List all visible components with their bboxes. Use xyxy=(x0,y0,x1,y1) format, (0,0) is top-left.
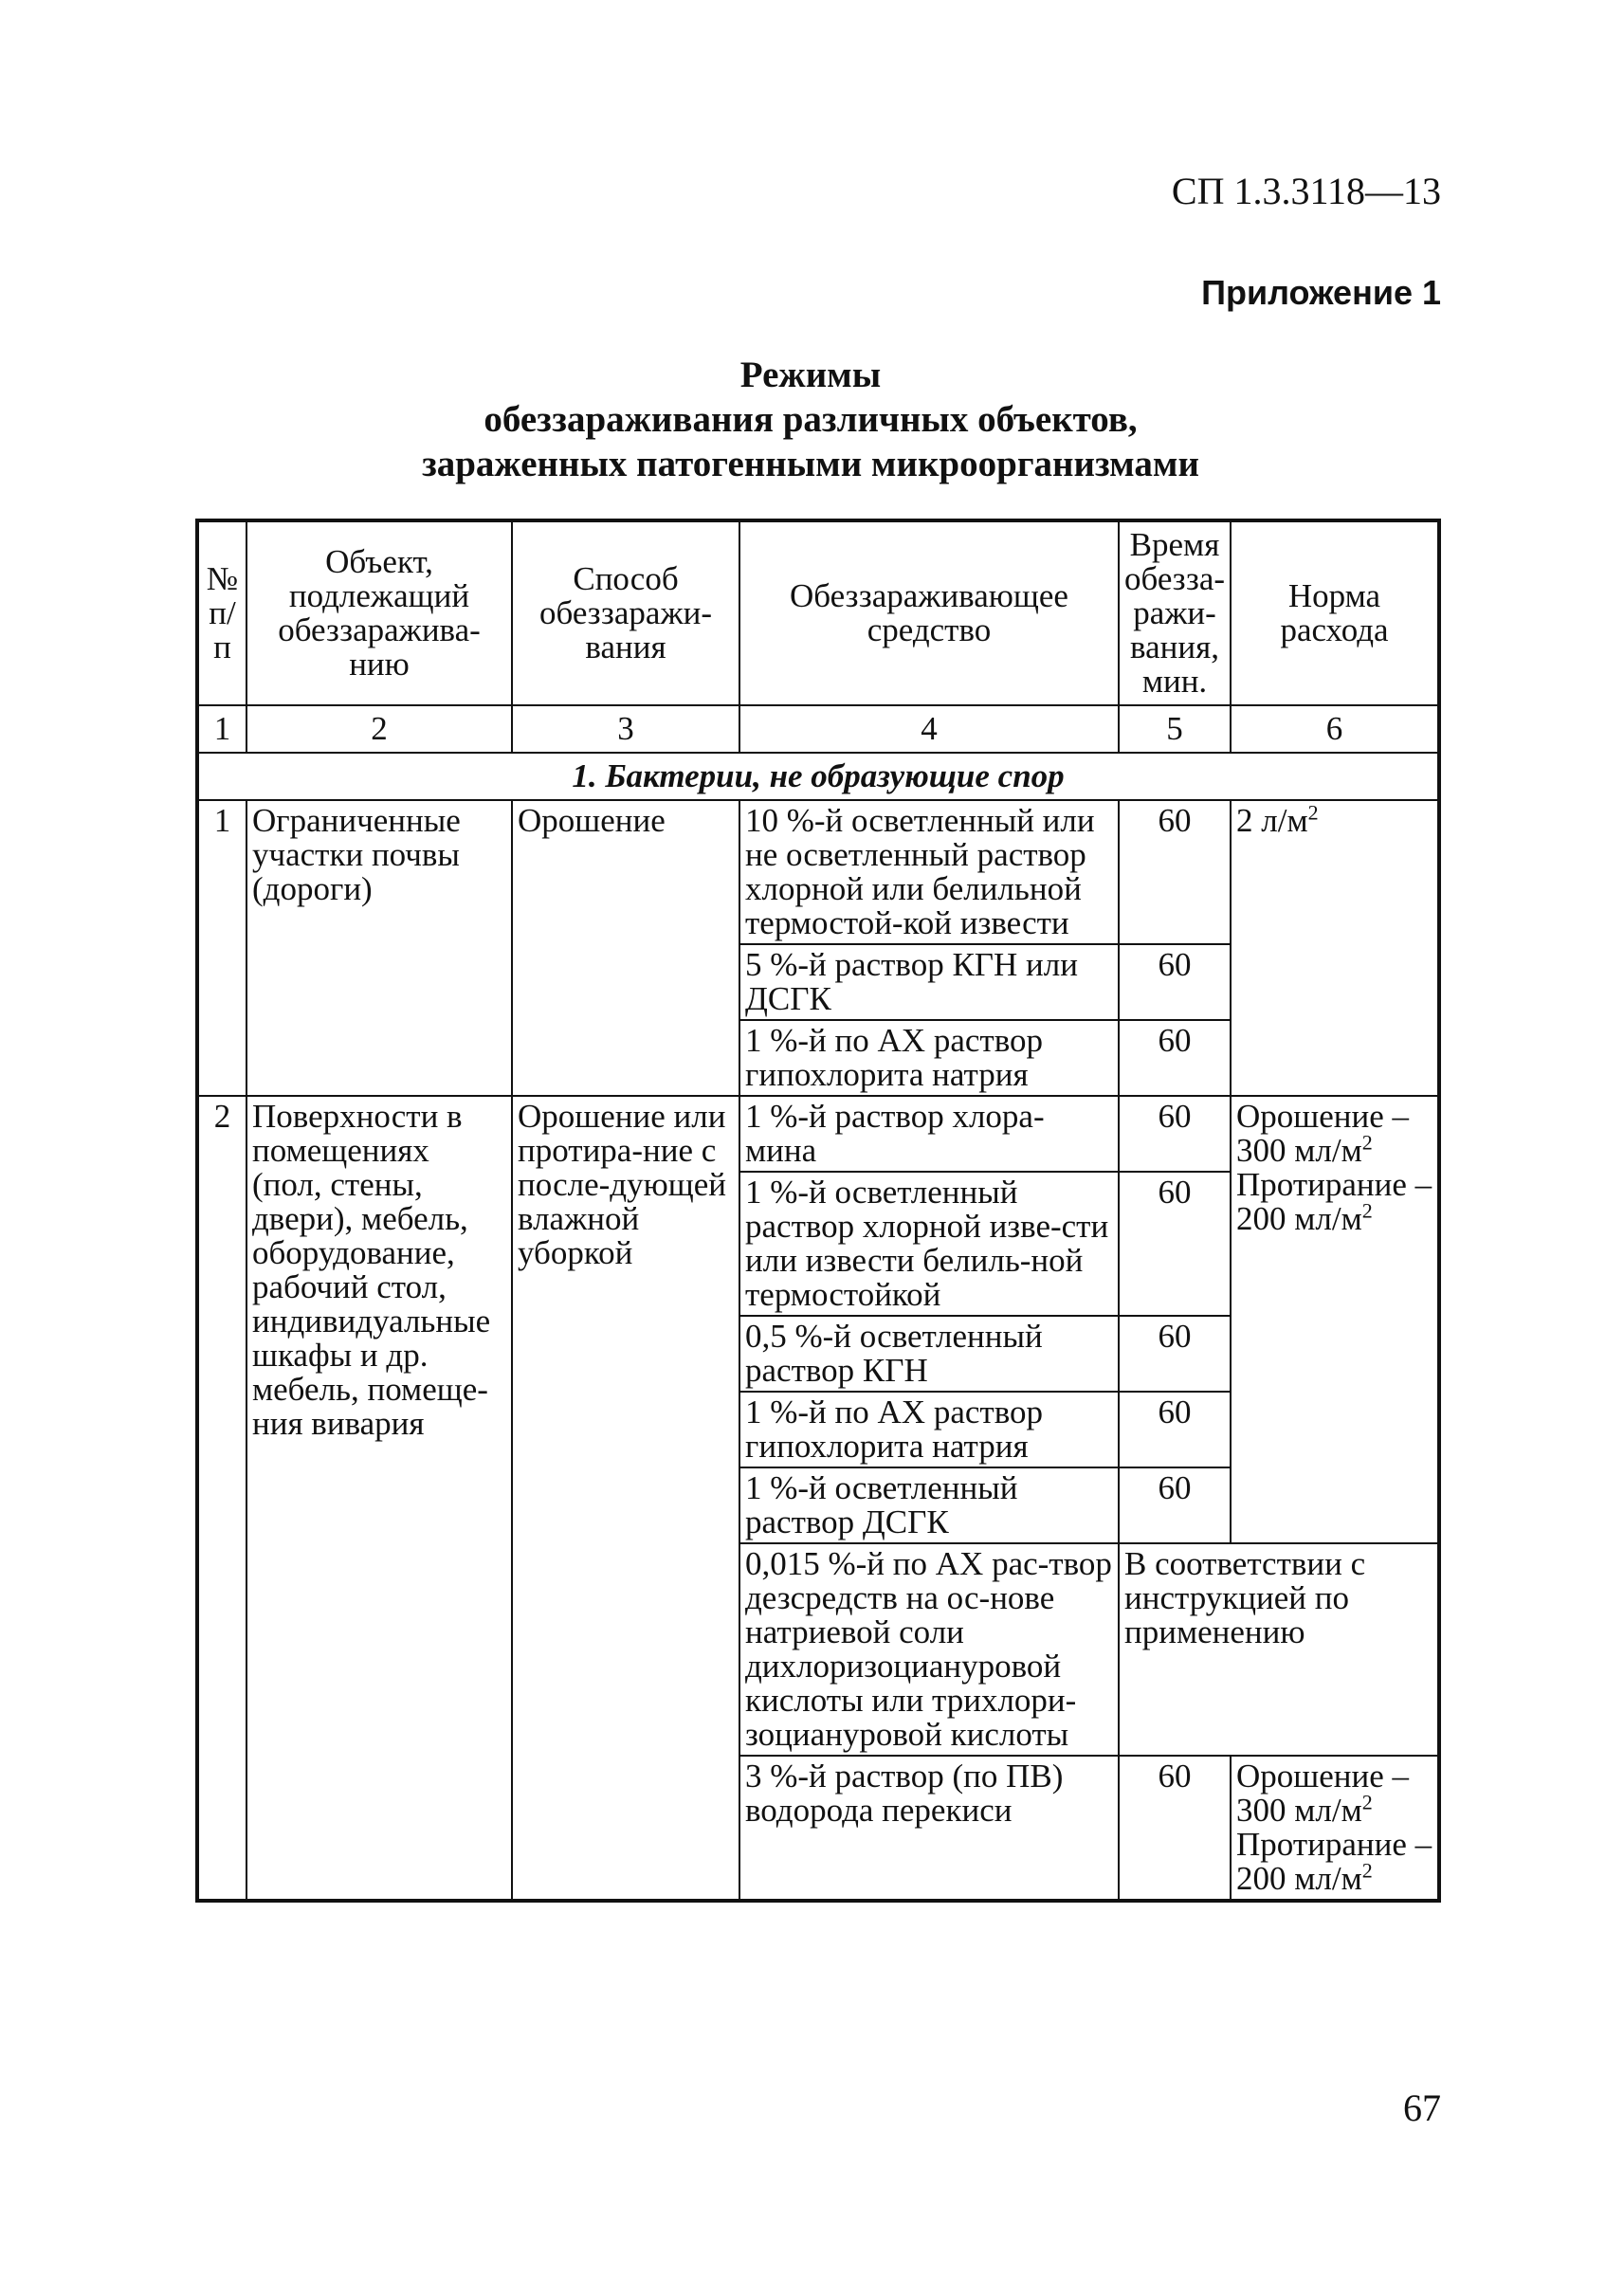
table-row xyxy=(197,1096,1439,1172)
agent-cell: 1 %-й по АХ раствор гипохлорита натрия xyxy=(739,1020,1119,1096)
rate-superscript: 2 xyxy=(1307,800,1319,825)
header-number: № п/п xyxy=(197,520,246,705)
time-cell: 60 xyxy=(1119,944,1231,1020)
agent-cell: 1 %-й осветленный раствор хлорной изве-сти или извести белиль-ной термостойкой xyxy=(739,1172,1119,1316)
rate-cell xyxy=(1231,1756,1439,1901)
title-line-2: обеззараживания различных объектов, xyxy=(484,399,1138,440)
rate-text: 2 л/м xyxy=(1236,802,1308,839)
column-number: 2 xyxy=(246,705,512,753)
agent-cell: 10 %-й осветленный или не осветленный раствор хлорной или белильной термостой-кой извести xyxy=(739,800,1119,944)
rate-text: Орошение – 300 мл/м xyxy=(1236,1758,1410,1829)
row-number: 2 xyxy=(197,1096,246,1901)
section-heading-row xyxy=(197,753,1439,800)
disinfection-regimes-table xyxy=(195,519,1441,1903)
time-cell: 60 xyxy=(1119,1467,1231,1543)
page-number: 67 xyxy=(1403,2086,1441,2129)
rate-text: Протирание – 200 мл/м xyxy=(1236,1826,1432,1897)
header-agent: Обеззараживающее средство xyxy=(739,520,1119,705)
method-cell: Орошение xyxy=(512,800,739,1096)
column-number: 6 xyxy=(1231,705,1439,753)
rate-text: Орошение – 300 мл/м xyxy=(1236,1098,1410,1169)
time-cell: 60 xyxy=(1119,1096,1231,1172)
row-number: 1 xyxy=(197,800,246,1096)
section-heading: 1. Бактерии, не образующие спор xyxy=(197,753,1439,800)
header-object: Объект, подлежащий обеззаражива-нию xyxy=(246,520,512,705)
table-header-row xyxy=(197,520,1439,705)
agent-cell: 1 %-й раствор хлора-мина xyxy=(739,1096,1119,1172)
agent-cell: 1 %-й по АХ раствор гипохлорита натрия xyxy=(739,1392,1119,1467)
agent-cell: 0,015 %-й по АХ рас-твор дезсредств на ос-нове натриевой соли дихлоризоциануровой кислоты или трихлори-зоциануровой кислоты xyxy=(739,1543,1119,1756)
table-title xyxy=(190,353,1432,486)
title-line-1: Режимы xyxy=(739,355,882,395)
column-number-row xyxy=(197,705,1439,753)
column-number: 4 xyxy=(739,705,1119,753)
rate-superscript: 2 xyxy=(1361,1130,1373,1155)
column-number: 3 xyxy=(512,705,739,753)
agent-cell: 5 %-й раствор КГН или ДСГК xyxy=(739,944,1119,1020)
agent-cell: 3 %-й раствор (по ПВ) водорода перекиси xyxy=(739,1756,1119,1901)
header-time: Время обезза-ражи-вания, мин. xyxy=(1119,520,1231,705)
agent-cell: 1 %-й осветленный раствор ДСГК xyxy=(739,1467,1119,1543)
appendix-label: Приложение 1 xyxy=(1201,273,1441,312)
rate-superscript: 2 xyxy=(1361,1858,1373,1883)
rate-cell xyxy=(1231,800,1439,1096)
header-method: Способ обеззаражи-вания xyxy=(512,520,739,705)
object-cell: Поверхности в помещениях (пол, стены, двери), мебель, оборудование, рабочий стол, индивидуальные шкафы и др. мебель, помеще-ния вивария xyxy=(246,1096,512,1901)
rate-superscript: 2 xyxy=(1361,1198,1373,1223)
title-line-3: зараженных патогенными микроорганизмами xyxy=(422,444,1199,484)
header-rate: Норма расхода xyxy=(1231,520,1439,705)
column-number: 1 xyxy=(197,705,246,753)
time-cell: 60 xyxy=(1119,1392,1231,1467)
object-cell: Ограниченные участки почвы (дороги) xyxy=(246,800,512,1096)
rate-superscript: 2 xyxy=(1361,1790,1373,1814)
rate-cell xyxy=(1231,1096,1439,1543)
document-code: СП 1.3.3118—13 xyxy=(1171,170,1441,212)
time-cell: 60 xyxy=(1119,1172,1231,1316)
table-row xyxy=(197,800,1439,944)
agent-cell: 0,5 %-й осветленный раствор КГН xyxy=(739,1316,1119,1392)
instruction-note-cell: В соответствии с инструкцией по применению xyxy=(1119,1543,1439,1756)
method-cell: Орошение или протира-ние с после-дующей влажной уборкой xyxy=(512,1096,739,1901)
time-cell: 60 xyxy=(1119,800,1231,944)
time-cell: 60 xyxy=(1119,1020,1231,1096)
time-cell: 60 xyxy=(1119,1756,1231,1901)
rate-text: Протирание – 200 мл/м xyxy=(1236,1166,1432,1237)
time-cell: 60 xyxy=(1119,1316,1231,1392)
column-number: 5 xyxy=(1119,705,1231,753)
